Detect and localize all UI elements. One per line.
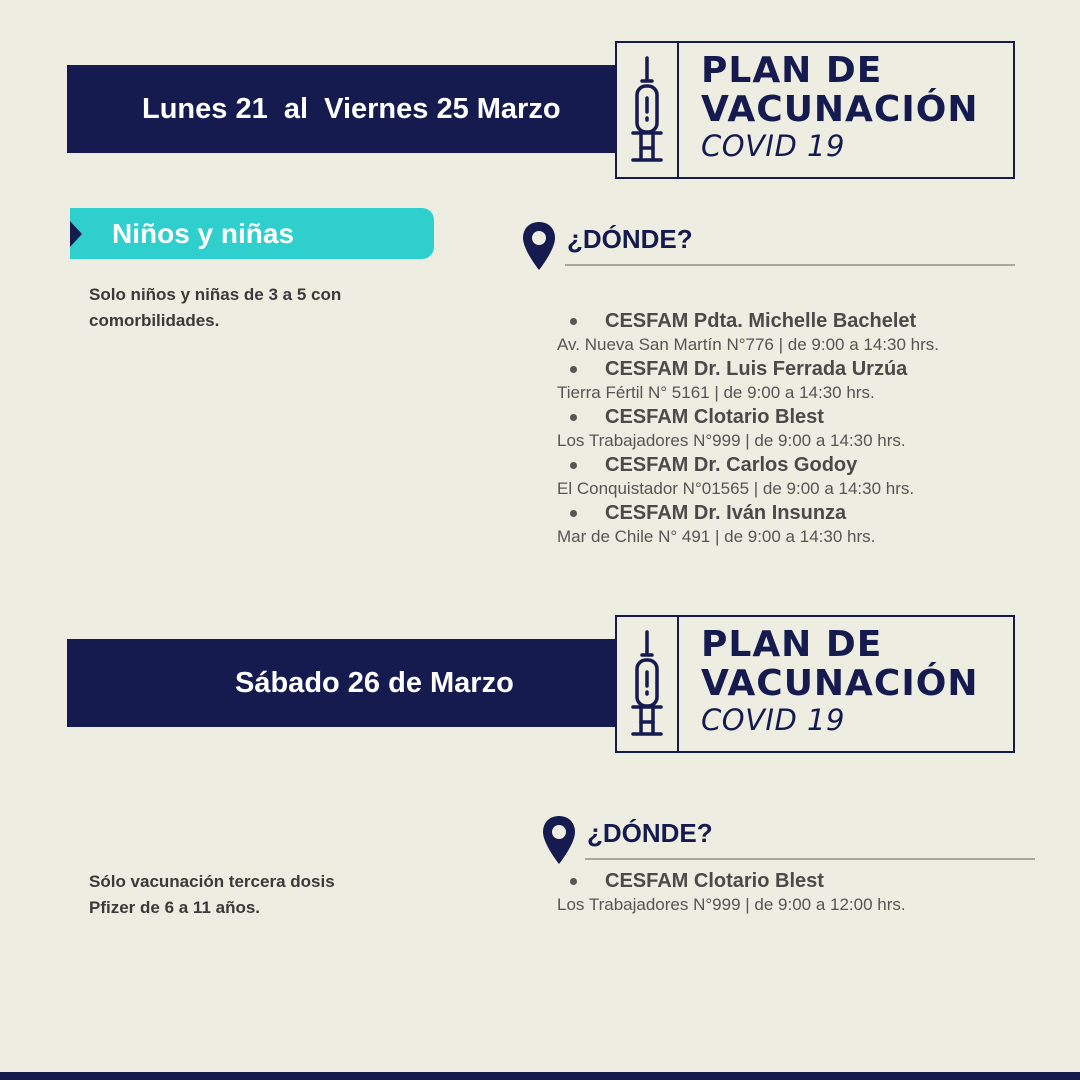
eligibility-note [89, 869, 389, 921]
location-name: CESFAM Clotario Blest [605, 405, 824, 428]
where-title: ¿DÓNDE? [587, 818, 713, 848]
location-name: CESFAM Dr. Luis Ferrada Urzúa [605, 357, 908, 380]
where-title: ¿DÓNDE? [567, 224, 693, 254]
logo-line-3: COVID 19 [701, 129, 845, 163]
logo-line-2: VACUNACIÓN [701, 663, 979, 704]
bullet-icon [570, 462, 577, 469]
eligibility-note [89, 282, 389, 334]
syringe-icon-box [617, 617, 679, 751]
location-address: Tierra Fértil N° 5161 | de 9:00 a 14:30 hrs. [557, 383, 875, 402]
location-name: CESFAM Dr. Carlos Godoy [605, 453, 858, 476]
syringe-icon-box [617, 43, 679, 177]
eligibility-line-1: Sólo vacunación tercera dosis [89, 872, 335, 891]
logo-line-1: PLAN DE [701, 50, 883, 91]
covid-plan-logo [615, 615, 1015, 753]
logo-line-1: PLAN DE [701, 624, 883, 665]
date-banner-week [67, 65, 617, 153]
location-pin-icon [521, 220, 557, 272]
date-banner-text: Lunes 21 al Viernes 25 Marzo [142, 92, 561, 125]
logo-line-3: COVID 19 [701, 703, 845, 737]
location-list [557, 868, 906, 916]
syringe-icon [629, 628, 665, 740]
date-banner-text: Sábado 26 de Marzo [235, 666, 514, 699]
bullet-icon [570, 510, 577, 517]
location-item [557, 308, 939, 356]
location-address: El Conquistador N°01565 | de 9:00 a 14:30 hrs. [557, 479, 915, 498]
location-pin-icon [541, 814, 577, 866]
location-address: Av. Nueva San Martín N°776 | de 9:00 a 14:30 hrs. [557, 335, 939, 354]
bullet-icon [570, 878, 577, 885]
bullet-icon [570, 414, 577, 421]
eligibility-line-2: Pfizer de 6 a 11 años. [89, 898, 261, 917]
location-name: CESFAM Pdta. Michelle Bachelet [605, 309, 917, 332]
location-item [557, 404, 939, 452]
logo-text [679, 43, 978, 177]
eligibility-line-2: comorbilidades. [89, 311, 220, 330]
date-banner-saturday [67, 639, 617, 727]
location-item [557, 868, 906, 916]
group-label: Niños y niñas [112, 217, 295, 249]
location-name: CESFAM Clotario Blest [605, 869, 824, 892]
footer-bar [0, 1072, 1080, 1080]
location-list [557, 308, 939, 548]
logo-line-2: VACUNACIÓN [701, 89, 979, 130]
location-item [557, 500, 939, 548]
logo-text [679, 617, 978, 751]
location-address: Los Trabajadores N°999 | de 9:00 a 14:30 hrs. [557, 431, 906, 450]
where-divider [585, 858, 1035, 860]
syringe-icon [629, 54, 665, 166]
location-address: Los Trabajadores N°999 | de 9:00 a 12:00 hrs. [557, 895, 906, 914]
location-name: CESFAM Dr. Iván Insunza [605, 501, 847, 524]
covid-plan-logo [615, 41, 1015, 179]
arrow-icon [70, 221, 82, 247]
where-divider [565, 264, 1015, 266]
location-item [557, 452, 939, 500]
eligibility-line-1: Solo niños y niñas de 3 a 5 con [89, 285, 342, 304]
location-address: Mar de Chile N° 491 | de 9:00 a 14:30 hrs. [557, 527, 876, 546]
bullet-icon [570, 318, 577, 325]
group-pill [70, 208, 434, 259]
bullet-icon [570, 366, 577, 373]
location-item [557, 356, 939, 404]
